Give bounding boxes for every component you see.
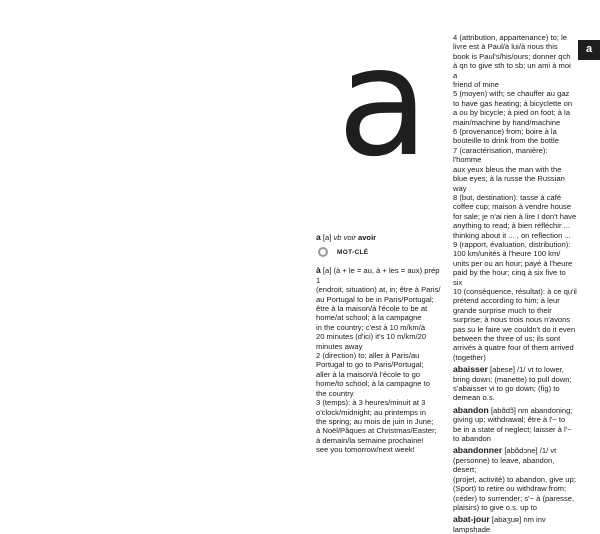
entry-line: the country [316, 388, 354, 398]
entry-a [316, 233, 441, 242]
entry-line: 7 (caractérisation, manière): l'homme [453, 145, 548, 165]
entry-line: 20 minutes (d'ici) it's 10 m/km/20 [316, 332, 427, 342]
entry-line: (together) [453, 352, 486, 362]
entry-line: 9 (rapport, évaluation, distribution): [453, 239, 571, 249]
mot-cle-marker [318, 247, 441, 257]
entry-line: a ou by bicycle; à pied on foot; à la [453, 108, 570, 118]
entry-line: home/at school; à la campagne [316, 313, 422, 323]
headword-abandonner: abandonner [453, 445, 503, 456]
entry-line: Portugal to go to Paris/Portugal; [316, 360, 424, 370]
entry-line: à qn to give sth to sb; un ami à moi a [453, 61, 571, 80]
headword-a: a [316, 232, 321, 242]
entry-line: 6 (provenance) from; boire à la [453, 127, 557, 137]
entry-line: aller à la maison/à l'école to go [316, 369, 421, 379]
entry-line: [abese] /1/ vt to lower, [490, 365, 564, 375]
entry-line: s'abaisser vi to go down; (fig) to [453, 384, 560, 394]
entry-line: à demain/la semaine prochaine! [316, 435, 424, 445]
headword-abandon: abandon [453, 404, 489, 415]
entry-line: 3 (temps): à 3 heures/minuit at 3 [316, 398, 426, 408]
headword-abaisser: abaisser [453, 364, 488, 375]
keyword-circle-icon [318, 247, 328, 257]
entry-line: être à la maison/à l'école to be at [316, 304, 428, 314]
headword-abat-jour: abat-jour [453, 514, 490, 525]
entry-line: bring down; (manette) to pull down; [453, 374, 572, 384]
entry-line: units per ou an hour; payé à l'heure [453, 258, 573, 268]
entry-line: main/machine by hand/machine [453, 117, 561, 127]
entry-line: grande surprise much to their [453, 305, 552, 315]
entry-line: (céder) to surrender; s'~ à (paresse, [453, 493, 575, 503]
entry-line: giving up; withdrawal; être à l'~ to [453, 415, 566, 425]
pronunciation: [a] [322, 233, 332, 242]
entry-line: plaisirs) to give o.s. up to [453, 502, 537, 512]
entry-line: surprise; à nous trois nous n'avons [453, 315, 571, 325]
entry-line: [abɑ̃dɔne] /1/ vt [504, 446, 557, 456]
entry-line: be in a state of neglect; laisser à l'~ [453, 424, 572, 434]
cross-ref-target[interactable]: avoir [357, 233, 377, 242]
entry-abaisser [453, 365, 577, 403]
entry-line: paid by the hour; cinq à six five to six [453, 268, 566, 287]
entry-line: prétend according to him; à leur [453, 296, 560, 306]
entry-line: the spring; au mois de juin in June; [316, 416, 434, 426]
entry-line: in the country; c'est à 10 m/km/à [316, 322, 426, 332]
entry-line: (endroit, situation) at, in; être à Paris/ [316, 285, 441, 295]
entry-line: [abaʒuʀ] nm inv [491, 515, 546, 525]
entry-line: bouteille to drink from the bottle [453, 136, 559, 146]
entry-abat-jour [453, 515, 577, 534]
entry-line: lampshade [453, 524, 491, 534]
right-column [453, 33, 577, 534]
entry-line: to have gas heating; à bicyclette on [453, 98, 573, 108]
entry-line: to abandon [453, 434, 492, 444]
entry-line: o'clock/midnight; au printemps in [316, 407, 426, 417]
entry-a-grave [316, 266, 441, 454]
entry-line: arrivés à quatre four of them arrived [453, 343, 574, 353]
entry-abandonner [453, 446, 577, 512]
thumb-index-tab[interactable]: a [578, 40, 600, 60]
entry-line: 5 (moyen) with; se chauffer au gaz [453, 89, 570, 99]
entry-line: anything to read; à bien réfléchir ... [453, 221, 570, 231]
entry-line: 4 (attribution, appartenance) to; le [453, 33, 567, 42]
entry-line: minutes away [316, 341, 363, 351]
entry-line: 10 (conséquence, résultat): à ce qu'il [453, 286, 577, 296]
entry-line: à Noël/Pâques at Christmas/Easter; [316, 426, 437, 436]
entry-line: 100 km/unités à l'heure 100 km/ [453, 249, 561, 259]
entry-line: 8 (but, destination): tasse à café [453, 192, 562, 202]
entry-line: for sale; je n'ai rien à lire I don't have [453, 211, 577, 221]
entry-line: home/to school; à la campagne to [316, 379, 430, 389]
entry-line: coffee cup; maison à vendre house [453, 202, 572, 212]
left-column [316, 233, 441, 455]
entry-line: (Sport) to retire ou withdraw from; [453, 484, 567, 494]
entry-line: between the three of us; ils sont [453, 334, 561, 343]
entry-line: (projet, activité) to abandon, give up; [453, 474, 576, 484]
entry-line: au Portugal to be in Paris/Portugal; [316, 294, 434, 304]
entry-line: [a] (à + le = au, à + les = aux) prép 1 [316, 266, 440, 285]
entry-line: demean o.s. [453, 393, 495, 403]
cross-ref-label: vb voir [333, 233, 356, 242]
entry-line: blue eyes; à la russe the Russian way [453, 174, 565, 193]
section-letter: a [337, 16, 429, 190]
entry-line: book is Paul's/his/ours; donner qch [453, 51, 571, 61]
entry-line: [abɑ̃dɔ̃] nm abandoning; [490, 405, 573, 415]
entry-line: 2 (direction) to; aller à Paris/au [316, 351, 420, 361]
entry-line: pas su le faire we couldn't do it even [453, 324, 576, 334]
entry-line: aux yeux bleus the man with the [453, 164, 562, 174]
entry-line: see you tomorrow/next week! [316, 445, 415, 455]
entry-line: livre est à Paul/à lui/à nous this [453, 42, 558, 52]
entry-line: friend of mine [453, 80, 500, 90]
mot-cle-label: MOT-CLÉ [337, 248, 369, 256]
headword-a-grave: à [316, 265, 321, 276]
entry-a-grave-continued [453, 33, 577, 362]
entry-line: (personne) to leave, abandon, desert; [453, 455, 555, 475]
entry-line: thinking about it ... , on reflection ... [453, 230, 571, 240]
